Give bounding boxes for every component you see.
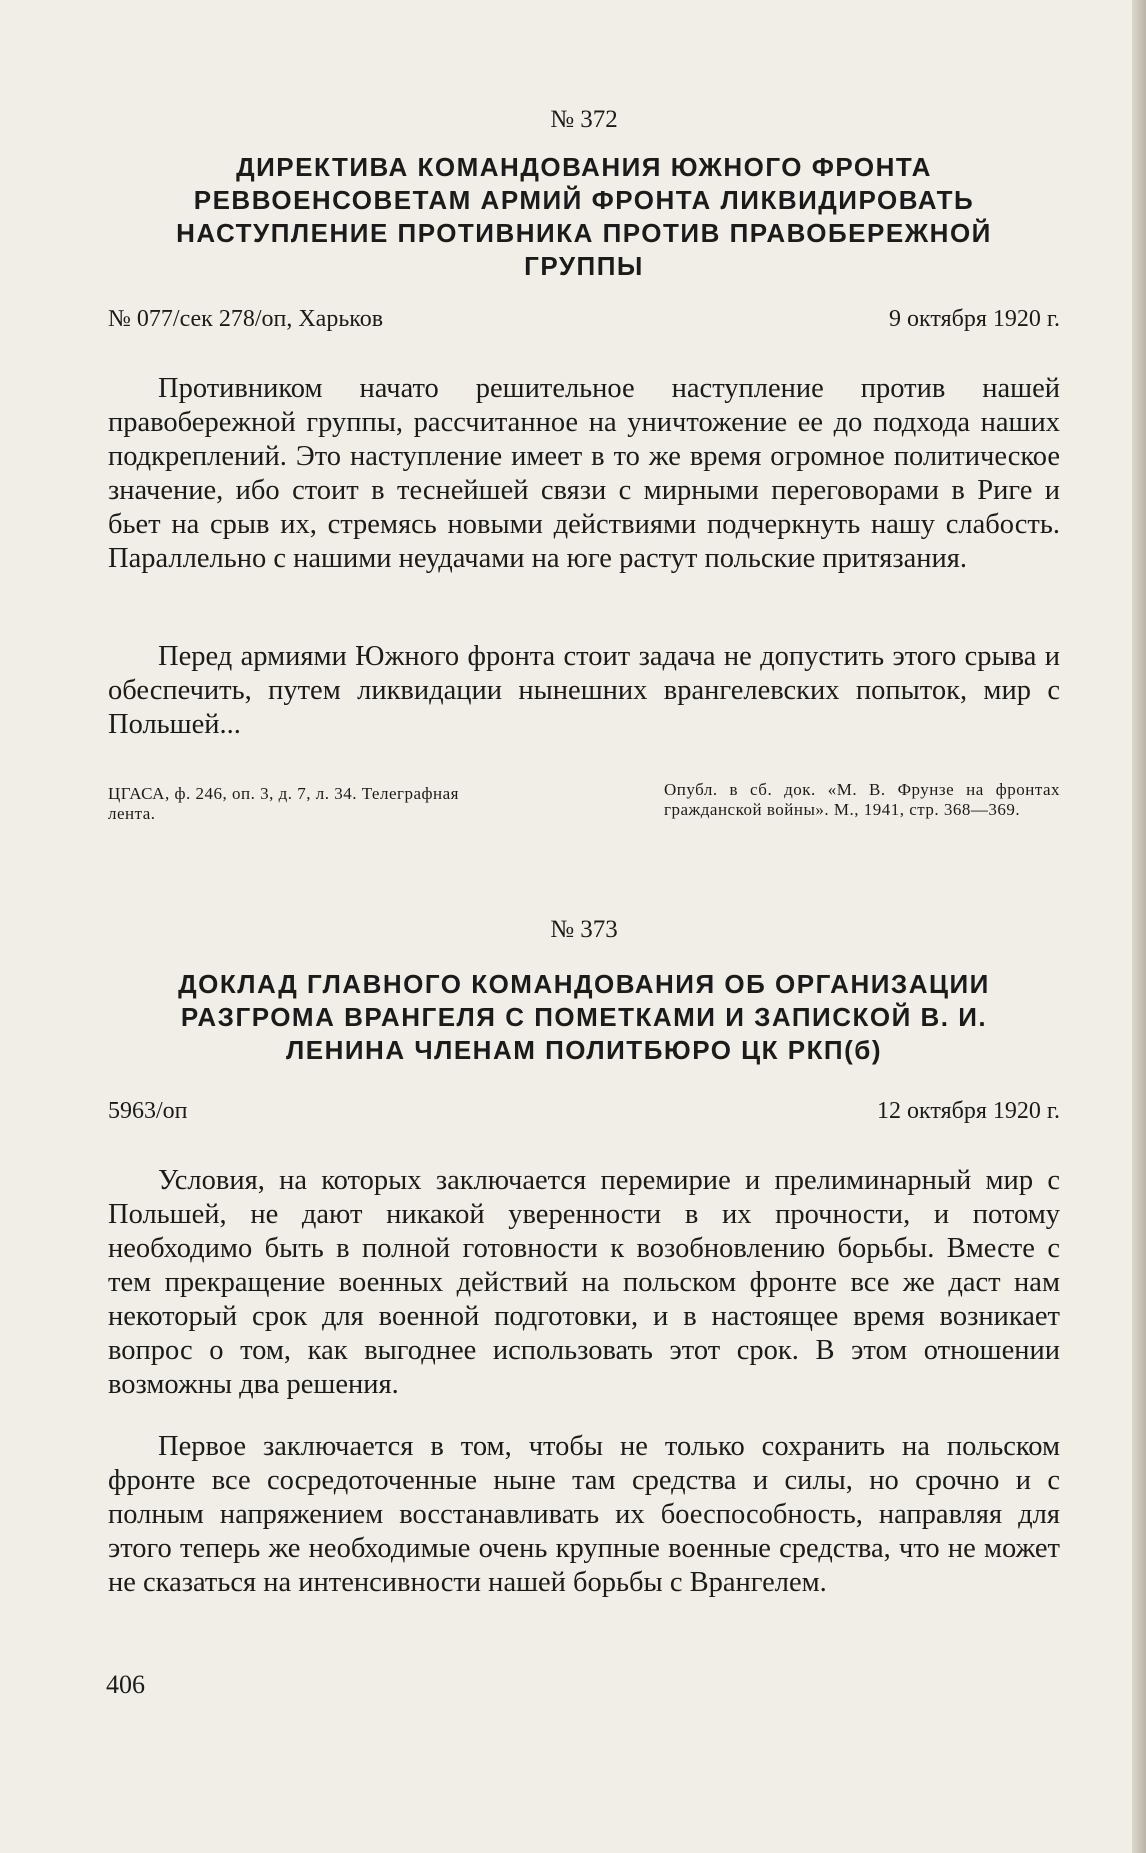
doc-372-number: № 372 — [550, 106, 618, 133]
doc-372-paragraph-1: Противником начато решительное наступление против нашей правобережной группы, рассчитанное на уничтожение ее до подхода наших подкреплений. Это наступление имеет в то же время огромное политическое значение, ибо стоит в теснейшей связи с мирными переговорами в Риге и бьет на срыв их, стремясь новыми действиями подчеркнуть нашу слабость. Параллельно с нашими неудачами на юге растут польские притязания. — [108, 373, 1060, 574]
page-number: 406 — [106, 1670, 145, 1699]
doc-373-date: 12 октября 1920 г. — [877, 1098, 1060, 1124]
doc-372-title: ДИРЕКТИВА КОМАНДОВАНИЯ ЮЖНОГО ФРОНТА РЕВВОЕНСОВЕТАМ АРМИЙ ФРОНТА ЛИКВИДИРОВАТЬ НАСТУПЛЕНИЕ ПРОТИВНИКА ПРОТИВ ПРАВОБЕРЕЖНОЙ ГРУППЫ — [176, 152, 992, 281]
page-edge-shadow — [1132, 0, 1146, 1853]
doc-372-meta — [108, 306, 1060, 333]
doc-372-paragraph-2: Перед армиями Южного фронта стоит задача не допустить этого срыва и обеспечить, путем ликвидации нынешних врангелевских попыток, мир с Польшей... — [108, 641, 1060, 740]
doc-373-ref: 5963/оп — [108, 1098, 188, 1124]
doc-372-published-source: Опубл. в сб. док. «М. В. Фрунзе на фронтах гражданской войны». М., 1941, стр. 368—369. — [664, 780, 1060, 819]
doc-372-archive-source: ЦГАСА, ф. 246, оп. 3, д. 7, л. 34. Телеграфная лента. — [108, 784, 460, 823]
doc-373-number: № 373 — [550, 916, 618, 943]
doc-372-date: 9 октября 1920 г. — [889, 306, 1060, 332]
doc-373-meta — [108, 1098, 1060, 1125]
doc-373-title: ДОКЛАД ГЛАВНОГО КОМАНДОВАНИЯ ОБ ОРГАНИЗАЦИИ РАЗГРОМА ВРАНГЕЛЯ С ПОМЕТКАМИ И ЗАПИСКОЙ В. И. ЛЕНИНА ЧЛЕНАМ ПОЛИТБЮРО ЦК РКП(б) — [178, 969, 990, 1065]
doc-372-ref: № 077/сек 278/оп, Харьков — [108, 306, 384, 332]
doc-373-paragraph-1: Условия, на которых заключается перемирие и прелиминарный мир с Польшей, не дают никакой уверенности в их прочности, и потому необходимо быть в полной готовности к возобновлению борьбы. Вместе с тем прекращение военных действий на польском фронте все же даст нам некоторый срок для военной подготовки, и в настоящее время возникает вопрос о том, как выгоднее использовать этот срок. В этом отношении возможны два решения. — [108, 1165, 1060, 1400]
doc-373-paragraph-2: Первое заключается в том, чтобы не только сохранить на польском фронте все сосредоточенные ныне там средства и силы, но срочно и с полным напряжением восстанавливать их боеспособность, направляя для этого теперь же необходимые очень крупные военные средства, что не может не сказаться на интенсивности нашей борьбы с Врангелем. — [108, 1431, 1060, 1598]
